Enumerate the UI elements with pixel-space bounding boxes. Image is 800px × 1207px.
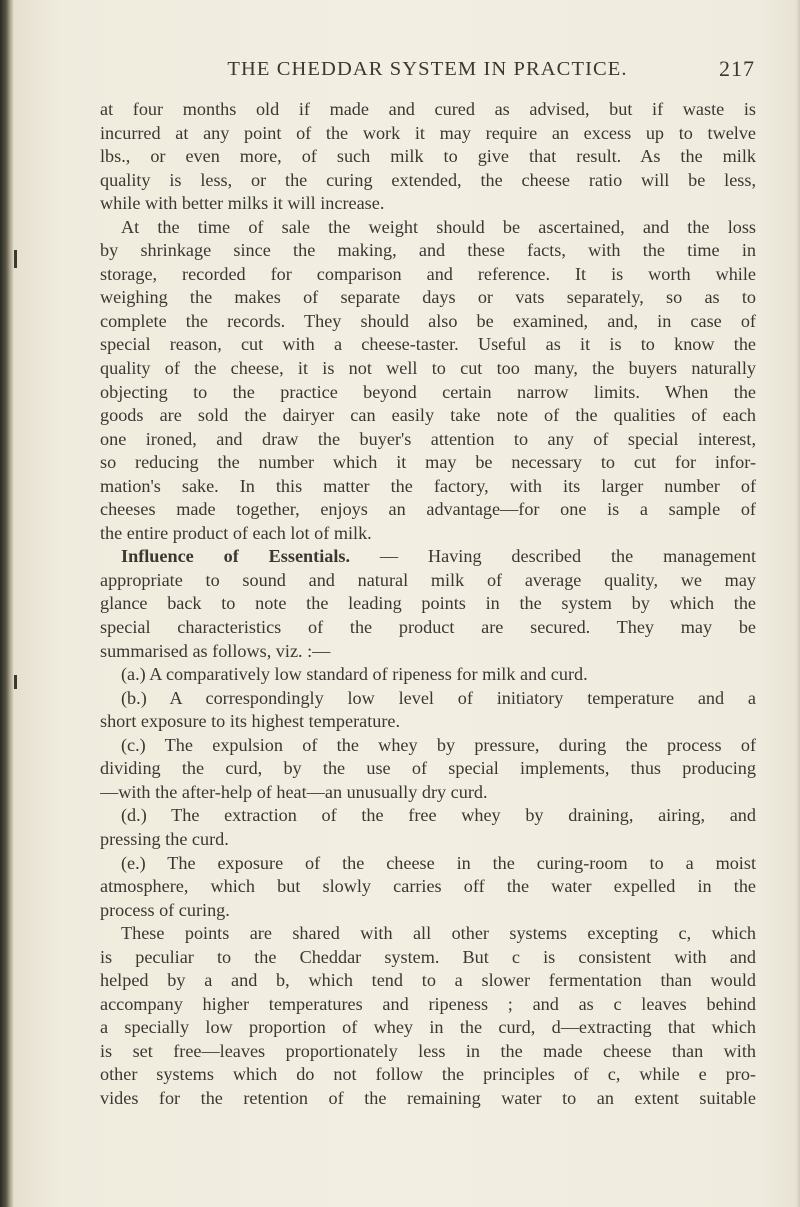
text-line: is set free—leaves proportionately less in the made cheese than with: [100, 1040, 756, 1061]
text-line: glance back to note the leading points in the system by which the: [100, 593, 756, 614]
body-text: [100, 98, 756, 1111]
page-edge: [796, 0, 800, 1207]
text-line: special reason, cut with a cheese-taster. Useful as it is to know the: [100, 334, 756, 355]
list-item-d: (d.) The extraction of the free whey by draining, airing, and: [121, 805, 756, 826]
running-header: [100, 50, 755, 90]
text-line: mation's sake. In this matter the factory, with its larger number of: [100, 475, 756, 496]
text-line: appropriate to sound and natural milk of average quality, we may: [100, 569, 756, 590]
text-line: so reducing the number which it may be necessary to cut for infor-: [100, 452, 756, 473]
text-line: —with the after-help of heat—an unusually dry curd.: [100, 781, 488, 802]
text-line: These points are shared with all other systems excepting c, which: [121, 923, 756, 944]
gutter-mark: [14, 250, 17, 268]
text-line: storage, recorded for comparison and reference. It is worth while: [100, 263, 756, 284]
text-line: cheeses made together, enjoys an advantage—for one is a sample of: [100, 499, 756, 520]
text-line: pressing the curd.: [100, 828, 229, 849]
text-line: vides for the retention of the remaining water to an extent suitable: [100, 1087, 756, 1108]
text-line: summarised as follows, viz. :—: [100, 640, 331, 661]
page-number: 217: [719, 56, 755, 81]
text-line: special characteristics of the product are secured. They may be: [100, 617, 756, 638]
text-line: dividing the curd, by the use of special implements, thus producing: [100, 758, 756, 779]
text-line: objecting to the practice beyond certain narrow limits. When the: [100, 381, 756, 402]
text-line: at four months old if made and cured as advised, but if waste is: [100, 99, 756, 119]
text-line: At the time of sale the weight should be ascertained, and the loss: [121, 216, 756, 237]
text-line: complete the records. They should also be examined, and, in case of: [100, 310, 756, 331]
gutter-mark: [14, 675, 17, 689]
list-item-b: (b.) A correspondingly low level of initiatory temperature and a: [121, 687, 756, 708]
text-line: atmosphere, which but slowly carries off the water expelled in the: [100, 876, 756, 897]
text-line: the entire product of each lot of milk.: [100, 522, 372, 543]
text-line: lbs., or even more, of such milk to give that result. As the milk: [100, 146, 756, 167]
text-line: incurred at any point of the work it may require an excess up to twelve: [100, 122, 756, 143]
list-item-a: (a.) A comparatively low standard of ripeness for milk and curd.: [121, 664, 588, 685]
heading-continuation: — Having described the management: [379, 546, 756, 567]
text-line: one ironed, and draw the buyer's attention to any of special interest,: [100, 428, 756, 449]
text-line: helped by a and b, which tend to a slower fermentation than would: [100, 970, 756, 991]
text-line: quality of the cheese, it is not well to cut too many, the buyers naturally: [100, 358, 756, 379]
binding-gutter: [0, 0, 14, 1207]
text-line: goods are sold the dairyer can easily take note of the qualities of each: [100, 405, 756, 426]
section-heading: Influence of Essentials.: [121, 546, 351, 567]
text-line: a specially low proportion of whey in the curd, d—extracting that which: [100, 1017, 756, 1038]
running-title: THE CHEDDAR SYSTEM IN PRACTICE.: [227, 58, 628, 80]
text-line: by shrinkage since the making, and these facts, with the time in: [100, 240, 756, 261]
text-line: other systems which do not follow the principles of c, while e pro-: [100, 1064, 756, 1085]
text-line: is peculiar to the Cheddar system. But c is consistent with and: [100, 946, 756, 967]
text-line: quality is less, or the curing extended, the cheese ratio will be less,: [100, 169, 756, 190]
text-line: while with better milks it will increase.: [100, 193, 385, 214]
text-line: process of curing.: [100, 899, 230, 920]
list-item-c: (c.) The expulsion of the whey by pressure, during the process of: [121, 734, 756, 755]
text-line: short exposure to its highest temperature.: [100, 711, 401, 732]
list-item-e: (e.) The exposure of the cheese in the curing-room to a moist: [121, 852, 756, 873]
text-line: accompany higher temperatures and ripeness ; and as c leaves behind: [100, 993, 756, 1014]
section-heading-line: [100, 545, 756, 569]
text-line: weighing the makes of separate days or vats separately, so as to: [100, 287, 756, 308]
